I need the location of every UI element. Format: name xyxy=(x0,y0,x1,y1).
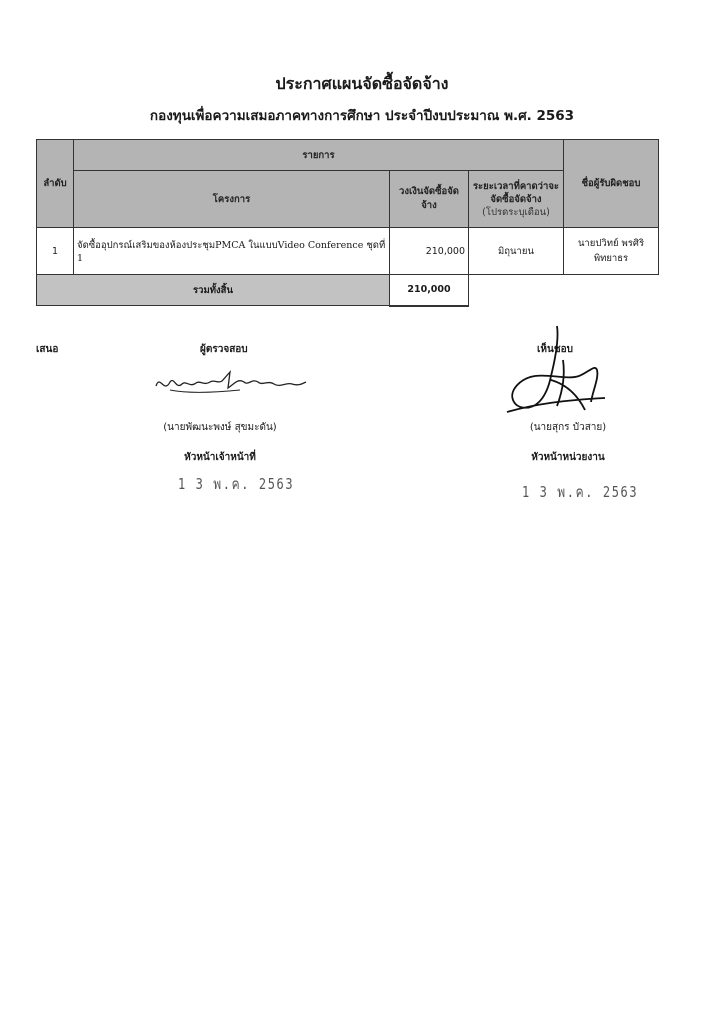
approver-name: (นายสุกร บัวสาย) xyxy=(529,422,607,433)
document-subtitle: กองทุนเพื่อความเสมอภาคทางการศึกษา ประจำปีงบประมาณ พ.ศ. 2563 xyxy=(149,108,575,124)
approver-label: เห็นชอบ xyxy=(537,344,573,355)
row-seq: 1 xyxy=(37,228,74,275)
total-label: รวมทั้งสิ้น xyxy=(37,275,390,306)
header-period-note: (โปรดระบุเดือน) xyxy=(482,206,550,218)
row-project: จัดซื้ออุปกรณ์เสริมของห้องประชุมPMCA ในแบบVideo Conference ชุดที่ 1 xyxy=(74,228,390,275)
header-amount: วงเงินจัดซื้อจัด จ้าง xyxy=(390,171,469,228)
approver-date-stamp: 1 3 พ.ค. 2563 xyxy=(522,483,639,501)
header-owner: ชื่อผู้รับผิดชอบ xyxy=(564,140,659,228)
total-row-blank xyxy=(469,275,659,306)
header-period-main: ระยะเวลาที่คาดว่าจะ จัดซื้อจัดจ้าง xyxy=(472,180,560,205)
header-period xyxy=(469,171,564,228)
header-project: โครงการ xyxy=(74,171,390,228)
total-value: 210,000 xyxy=(390,275,469,306)
approver-signature xyxy=(505,320,615,420)
reviewer-name: (นายพัฒนะพงษ์ สุขมะดัน) xyxy=(163,422,277,433)
row-owner: นายปวิทย์ พรศิริพิทยาธร xyxy=(564,228,659,275)
reviewer-signature xyxy=(150,364,310,404)
document-title: ประกาศแผนจัดซื้อจัดจ้าง xyxy=(275,74,449,93)
reviewer-position: หัวหน้าเจ้าหน้าที่ xyxy=(184,452,256,463)
total-row xyxy=(37,275,659,306)
reviewer-label: ผู้ตรวจสอบ xyxy=(200,344,248,355)
reviewer-date-stamp: 1 3 พ.ค. 2563 xyxy=(178,475,295,493)
header-items: รายการ xyxy=(74,140,564,171)
procurement-plan-table xyxy=(36,139,659,307)
approver-position: หัวหน้าหน่วยงาน xyxy=(531,452,605,463)
table-row xyxy=(37,228,659,275)
row-amount: 210,000 xyxy=(390,228,469,275)
row-period: มิถุนายน xyxy=(469,228,564,275)
propose-label: เสนอ xyxy=(36,344,59,355)
header-seq: ลำดับ xyxy=(37,140,74,228)
